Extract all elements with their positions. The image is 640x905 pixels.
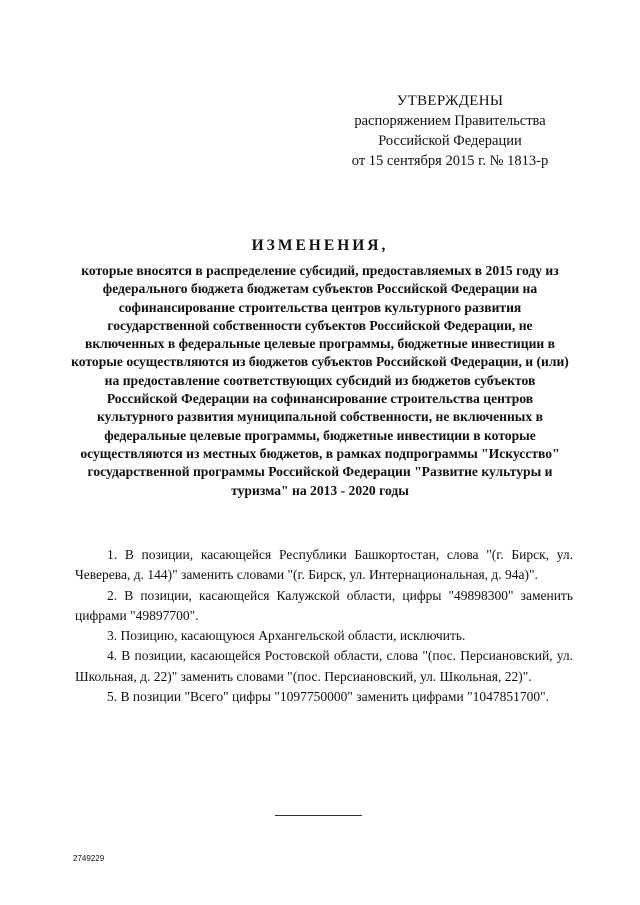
approval-line-3: от 15 сентября 2015 г. № 1813-р: [351, 153, 549, 169]
approval-line-2: Российской Федерации: [378, 133, 522, 149]
document-title: ИЗМЕНЕНИЯ,: [251, 237, 389, 254]
document-subtitle: которые вносятся в распределение субсидий, предоставляемых в 2015 году из федерального бюджета бюджетам субъектов Российской Федерации на софинансирование строительства центров культурного развития государственной собственности субъектов Российской Федерации, не включенных в федеральные целевые программы, бюджетные инвестиции в которые осуществляются из бюджетов субъектов Российской Федерации, и (или) на предоставление соответствующих субсидий из бюджетов субъектов Российской Федерации на софинансирование строительства центров культурного развития муниципальной собственности, не включенных в федеральные целевые программы, бюджетные инвестиции в которые осуществляются из местных бюджетов, в рамках подпрограммы "Искусство" государственной программы Российской Федерации "Развитие культуры и туризма" на 2013 - 2020 годы: [71, 263, 569, 498]
approval-block: [300, 91, 600, 171]
document-number: 2749229: [73, 854, 105, 863]
approval-line-1: распоряжением Правительства: [354, 113, 546, 129]
change-item-2: 2. В позиции, касающейся Калужской области, цифры "49898300" заменить цифрами "49897700".: [75, 587, 573, 623]
change-item-4: 4. В позиции, касающейся Ростовской области, слова "(пос. Персиановский, ул. Школьная, д. 22)" заменить словами "(пос. Персиановский, ул. Школьная, 22)".: [75, 648, 573, 684]
changes-list: [75, 545, 573, 707]
closing-divider: [275, 815, 362, 816]
change-item-1: 1. В позиции, касающейся Республики Башкортостан, слова "(г. Бирск, ул. Чеверева, д. 144)" заменить словами "(г. Бирск, ул. Интернациональная, д. 94а)".: [75, 547, 573, 583]
approval-heading: УТВЕРЖДЕНЫ: [396, 93, 504, 109]
change-item-5: 5. В позиции "Всего" цифры "1097750000" заменить цифрами "1047851700".: [107, 689, 549, 705]
change-item-3: 3. Позицию, касающуюся Архангельской области, исключить.: [107, 628, 466, 644]
